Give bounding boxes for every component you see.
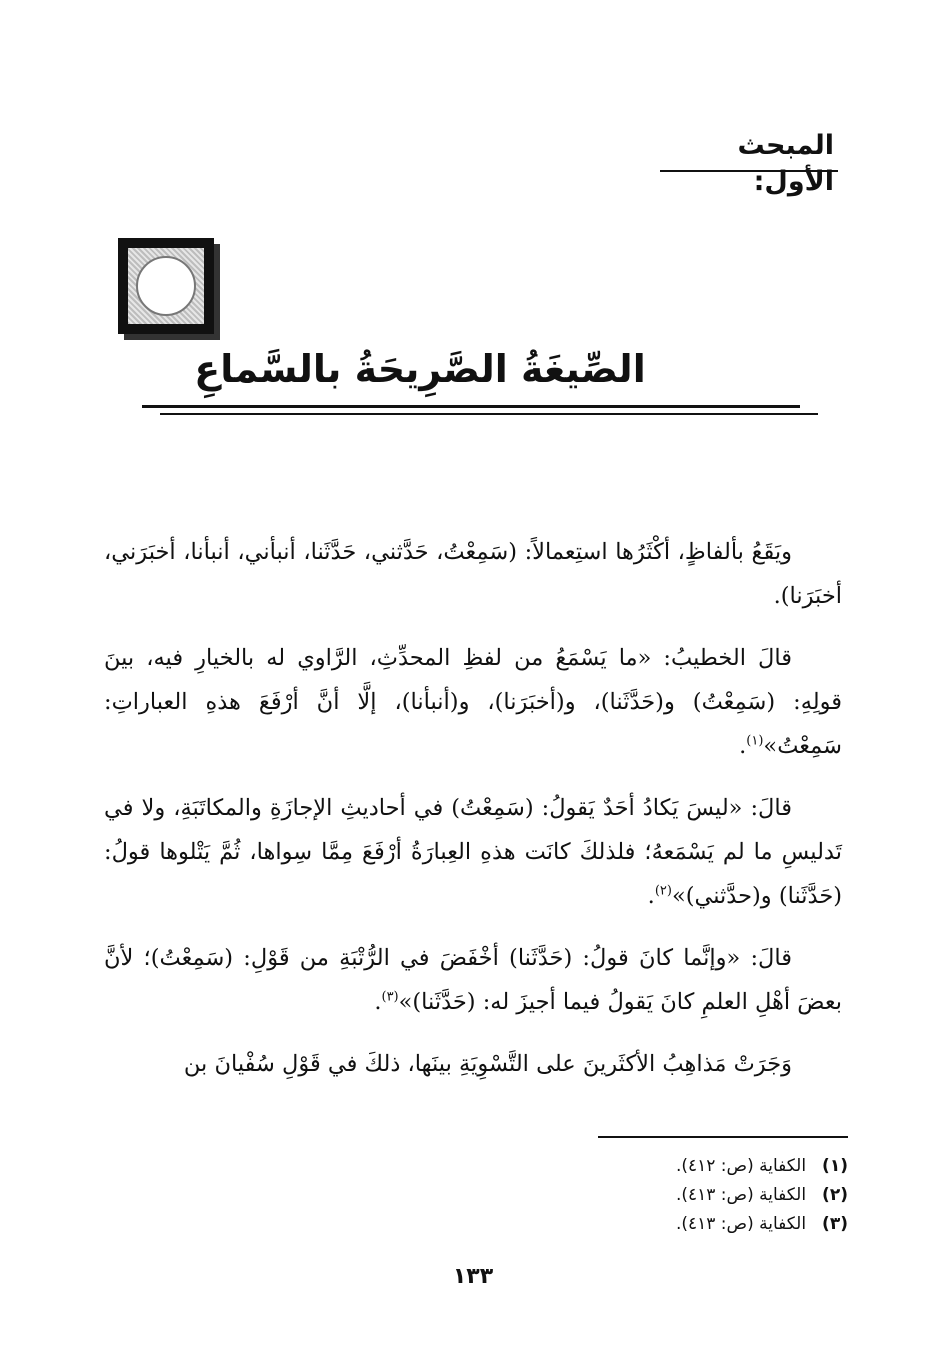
footnote-number: (٢) xyxy=(822,1185,848,1205)
footnotes xyxy=(448,1152,848,1239)
body-text xyxy=(104,530,842,1086)
footnote-1 xyxy=(448,1152,848,1181)
footnote-text: الكفاية (ص: ٤١٣). xyxy=(675,1214,807,1234)
frame-circle xyxy=(136,256,196,316)
footnote-3 xyxy=(448,1210,848,1239)
paragraph-text: قالَ الخطيبُ: «ما يَسْمَعُ من لفظِ المحدِّثِ، الرَّاوي له بالخيارِ فيه، بينَ قولِهِ: (سَمِعْتُ) و(حَدَّثَنا)، و(أخبَرَنا)، و(أنبأنا)، إلَّا أنَّ أرْفَعَ هذهِ العباراتِ: سَمِعْتُ» xyxy=(104,645,842,759)
title-rule-top xyxy=(142,405,800,408)
footnote-separator xyxy=(598,1136,848,1138)
paragraph-text: ويَقَعُ بألفاظٍ، أكْثَرُها استِعمالاً: (سَمِعْتُ، حَدَّثني، حَدَّثَنا، أنبأني، أنبأنا، أخبَرَني، أخبَرَنا). xyxy=(104,539,842,609)
paragraph-5 xyxy=(104,1042,842,1086)
footnote-text: الكفاية (ص: ٤١٢). xyxy=(675,1156,807,1176)
footnote-ref-2[interactable]: (٢) xyxy=(654,883,672,899)
paragraph-text: قالَ: «ليسَ يَكادُ أحَدٌ يَقولُ: (سَمِعْتُ) في أحاديثِ الإجازَةِ والمكاتَبَةِ، ولا في تَدليسِ ما لم يَسْمَعهُ؛ فلذلكَ كانَت هذهِ العِبارَةُ أرْفَعَ مِمَّا سِواها، ثُمَّ يَتْلوها قولُ: (حَدَّثَنا) و(حدَّثني)» xyxy=(104,795,842,909)
footnote-text: الكفاية (ص: ٤١٣). xyxy=(675,1185,807,1205)
paragraph-1 xyxy=(104,530,842,618)
paragraph-4: قالَ: «وإنَّما كانَ قولُ: (حَدَّثَنا) أخْفَضَ في الرُّتْبَةِ من قَوْلِ: (سَمِعْتُ)؛ لأنَّ بعضَ أهْلِ العلمِ كانَ يَقولُ فيما أجيزَ له: (حَدَّثَنا)»$^{(٣)}$. xyxy=(104,945,842,1015)
paragraph-text: وَجَرَتْ مَذاهِبُ الأكثَرينَ على التَّسْوِيَةِ بينَها، ذلكَ في قَوْلِ سُفْيانَ بن xyxy=(183,1051,792,1077)
footnote-ref-1[interactable]: (١) xyxy=(746,733,764,749)
chapter-title: الصِّيغَةُ الصَّرِيحَةُ بالسَّماعِ xyxy=(194,347,646,391)
footnote-ref-3[interactable]: (٣) xyxy=(381,989,399,1005)
footnote-number: (٣) xyxy=(822,1214,848,1234)
section-label: المبحث الأول: xyxy=(737,130,834,197)
paragraph-text: قالَ: «وإنَّما كانَ قولُ: (حَدَّثَنا) أخْفَضَ في الرُّتْبَةِ من قَوْلِ: (سَمِعْتُ)؛ لأنَّ بعضَ أهْلِ العلمِ كانَ يَقولُ فيما أجيزَ له: (حَدَّثَنا)» xyxy=(104,945,842,1015)
footnote-number: (١) xyxy=(822,1156,848,1176)
decorative-circle-frame-icon xyxy=(118,238,214,334)
page-number: ١٣٣ xyxy=(452,1264,494,1289)
footnote-2 xyxy=(448,1181,848,1210)
frame-pattern xyxy=(128,248,204,324)
title-rule-bottom xyxy=(160,413,818,415)
paragraph-3: قالَ: «ليسَ يَكادُ أحَدٌ يَقولُ: (سَمِعْتُ) في أحاديثِ الإجازَةِ والمكاتَبَةِ، ولا في تَدليسِ ما لم يَسْمَعهُ؛ فلذلكَ كانَت هذهِ العِبارَةُ أرْفَعَ مِمَّا سِواها، ثُمَّ يَتْلوها قولُ: (حَدَّثَنا) و(حدَّثني)»$^{(٢)}$. xyxy=(104,795,842,909)
section-underline xyxy=(660,170,838,172)
paragraph-2: قالَ الخطيبُ: «ما يَسْمَعُ من لفظِ المحدِّثِ، الرَّاوي له بالخيارِ فيه، بينَ قولِهِ: (سَمِعْتُ) و(حَدَّثَنا)، و(أخبَرَنا)، و(أنبأنا)، إلَّا أنَّ أرْفَعَ هذهِ العباراتِ: سَمِعْتُ»$^{(١)}$. xyxy=(104,645,842,759)
